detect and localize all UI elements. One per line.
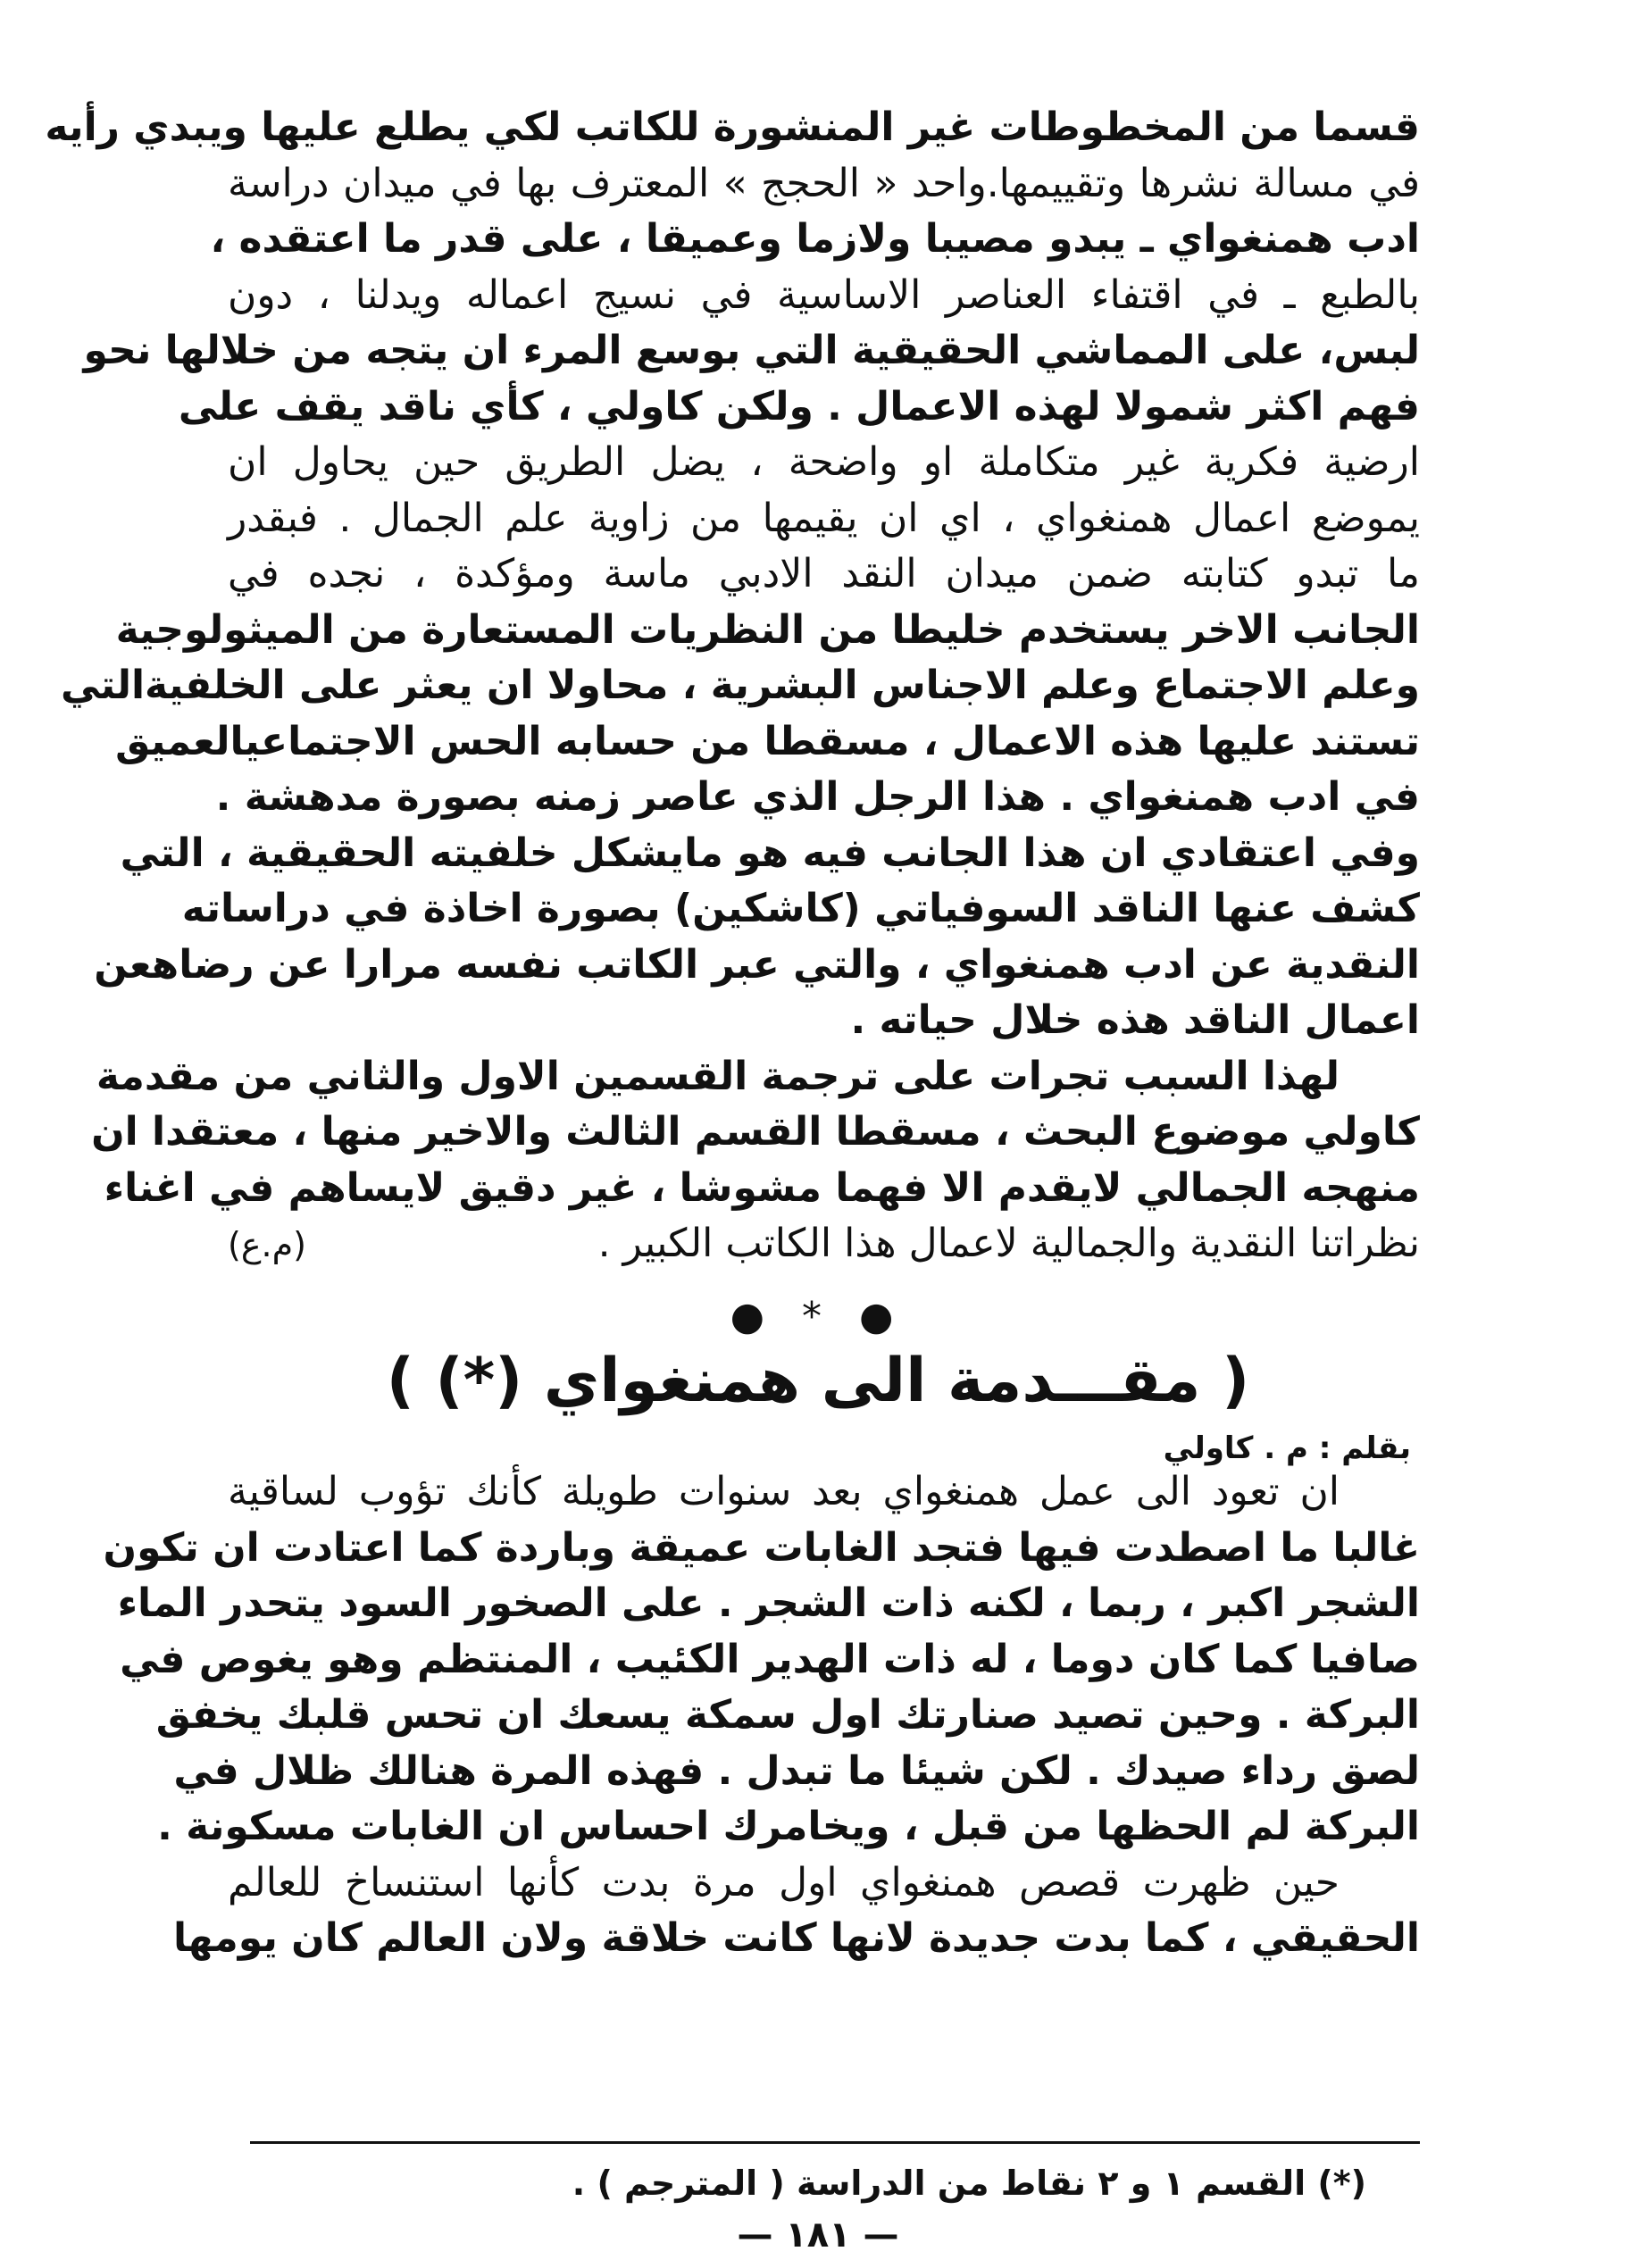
byline: بقلم : م . كاولي bbox=[1163, 1430, 1411, 1466]
text-line: غالبا ما اصطدت فيها فتجد الغابات عميقة وباردة كما اعتادت ان تكون bbox=[103, 1524, 1420, 1571]
text-line: وعلم الاجتماع وعلم الاجناس البشرية ، محاولا ان يعثر على الخلفيةالتي bbox=[60, 663, 1420, 708]
text-line: صافيا كما كان دوما ، له ذات الهدير الكئيب ، المنتظم وهو يغوص في bbox=[120, 1636, 1420, 1682]
text-line: البركة لم الحظها من قبل ، ويخامرك احساس ان الغابات مسكونة . bbox=[157, 1804, 1420, 1849]
text-line: لصق رداء صيدك . لكن شيئا ما تبدل . فهذه المرة هنالك ظلال في bbox=[173, 1747, 1420, 1794]
text-line: كاولي موضوع البحث ، مسقطا القسم الثالث والاخير منها ، معتقدا ان bbox=[91, 1109, 1420, 1155]
text-line: الشجر اكبر ، ربما ، لكنه ذات الشجر . على الصخور السود يتحدر الماء bbox=[117, 1580, 1420, 1626]
page-number: — ١٨١ — bbox=[737, 2214, 899, 2255]
text-line: النقدية عن ادب همنغواي ، والتي عبر الكاتب نفسه مرارا عن رضاهعن bbox=[94, 941, 1420, 988]
text-line: فهم اكثر شمولا لهذه الاعمال . ولكن كاولي ، كأي ناقد يقف على bbox=[178, 383, 1420, 429]
text-line: نظراتنا النقدية والجمالية لاعمال هذا الكاتب الكبير . bbox=[597, 1221, 1420, 1266]
text-line: بالطبع ـ في اقتفاء العناصر الاساسية في نسيج اعماله ويدلنا ، دون bbox=[228, 271, 1420, 318]
closing-row bbox=[228, 1216, 1420, 1272]
text-line: اعمال الناقد هذه خلال حياته . bbox=[850, 997, 1420, 1043]
text-line: قسما من المخطوطات غير المنشورة للكاتب لكي يطلع عليها ويبدي رأيه bbox=[45, 104, 1420, 150]
section-ornament: ● * ● bbox=[730, 1294, 906, 1339]
text-line: الجانب الاخر يستخدم خليطا من النظريات المستعارة من الميثولوجية bbox=[115, 606, 1420, 653]
text-line: كشف عنها الناقد السوفياتي (كاشكين) بصورة اخاذة في دراساته bbox=[181, 886, 1420, 931]
text-line: ارضية فكرية غير متكاملة او واضحة ، يضل الطريق حين يحاول ان bbox=[228, 439, 1420, 485]
translator-signature: (م.ع) bbox=[228, 1225, 306, 1264]
text-line: لبس، على المماشي الحقيقية التي بوسع المرء ان يتجه من خلالها نحو bbox=[83, 328, 1420, 373]
text-line: لهذا السبب تجرات على ترجمة القسمين الاول والثاني من مقدمة bbox=[96, 1053, 1340, 1099]
text-line: تستند عليها هذه الاعمال ، مسقطا من حسابه الحس الاجتماعيالعميق bbox=[115, 718, 1420, 764]
text-line: الحقيقي ، كما بدت جديدة لانها كانت خلاقة ولان العالم كان يومها bbox=[172, 1915, 1420, 1961]
text-line: البركة . وحين تصيد صنارتك اول سمكة يسعك ان تحس قلبك يخفق bbox=[155, 1692, 1420, 1738]
text-line: ادب همنغواي ـ يبدو مصيبا ولازما وعميقا ، على قدر ما اعتقده ، bbox=[210, 216, 1420, 262]
footnote: (*) القسم ١ و ٢ نقاط من الدراسة ( المترجم ) . bbox=[572, 2164, 1366, 2203]
text-line: ان تعود الى عمل همنغواي بعد سنوات طويلة كأنك تؤوب لساقية bbox=[228, 1469, 1340, 1514]
text-line: ما تبدو كتابته ضمن ميدان النقد الادبي ماسة ومؤكدة ، نجده في bbox=[228, 551, 1420, 596]
text-line: في مسالة نشرها وتقييمها.واحد « الحجج » المعترف بها في ميدان دراسة bbox=[228, 160, 1420, 206]
text-line: حين ظهرت قصص همنغواي اول مرة بدت كأنها استنساخ للعالم bbox=[228, 1859, 1340, 1905]
translator-intro bbox=[45, 100, 1420, 1272]
text-line: في ادب همنغواي . هذا الرجل الذي عاصر زمنه بصورة مدهشة . bbox=[215, 774, 1420, 820]
text-line: يموضع اعمال همنغواي ، اي ان يقيمها من زاوية علم الجمال . فبقدر bbox=[228, 495, 1420, 541]
text-line: وفي اعتقادي ان هذا الجانب فيه هو مايشكل خلفيته الحقيقية ، التي bbox=[120, 830, 1420, 876]
introduction-text bbox=[103, 1464, 1420, 1967]
text-line: منهجه الجمالي لايقدم الا فهما مشوشا ، غير دقيق لايساهم في اغناء bbox=[104, 1164, 1420, 1211]
section-title: ( مقـــدمة الى همنغواي (*) ) bbox=[386, 1346, 1250, 1416]
footnote-divider bbox=[250, 2141, 1420, 2144]
